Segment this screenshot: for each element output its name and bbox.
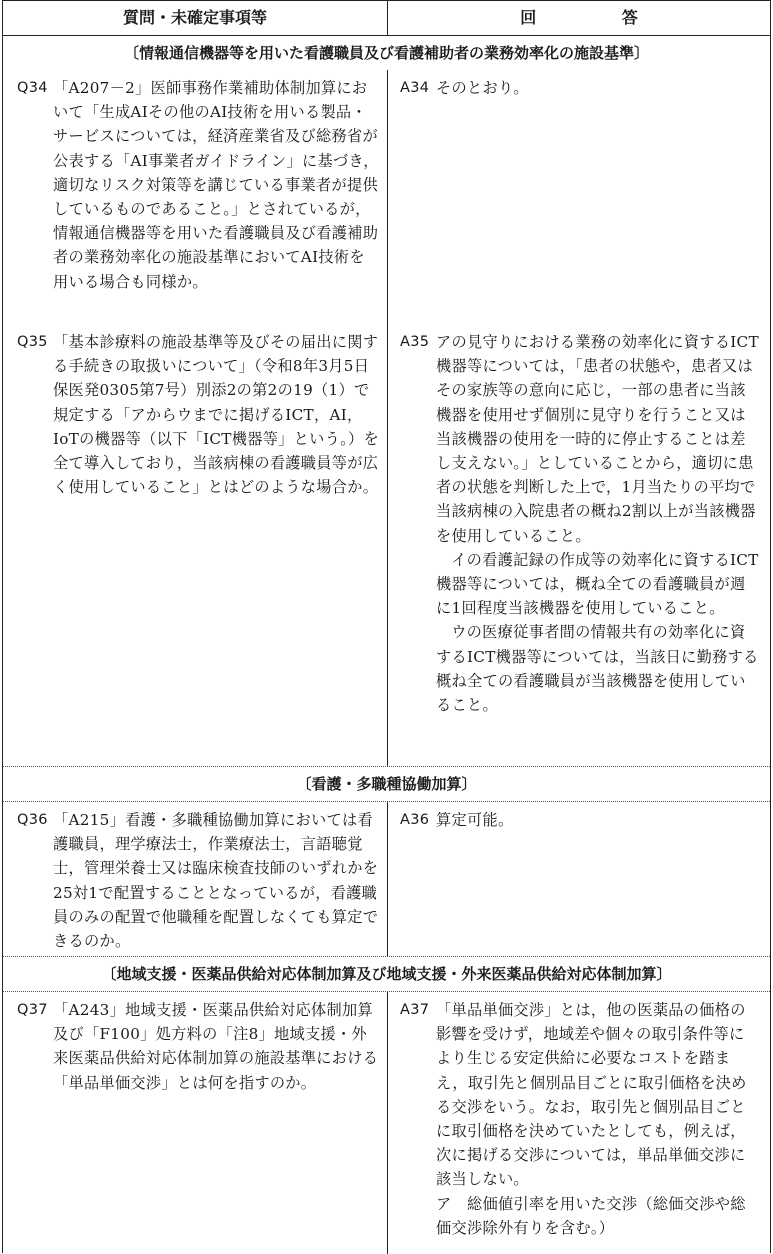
- question-text: 「A207－2」医師事務作業補助体制加算において「生成AIその他のAI技術を用いる製品・サービスについては，経済産業省及び総務省が公表する「AI事業者ガイドライン」に基づき，適切なリスク対策等を講じている事業者が提供しているものであること。」とされているが，情報通信機器等を用いた看護職員及び看護補助者の業務効率化の施設基準においてAI技術を用いる場合も同様か。: [53, 79, 379, 291]
- question-number: Q35: [17, 334, 48, 350]
- question-number: Q34: [17, 80, 48, 96]
- answer-cell: [388, 70, 770, 324]
- qa-row-37: [3, 992, 770, 1254]
- section-heading-pharma: 〔地域支援・医薬品供給対応体制加算及び地域支援・外来医薬品供給対応体制加算〕: [3, 956, 770, 992]
- answer-cell: [388, 992, 770, 1254]
- question-cell: [3, 992, 388, 1254]
- question-number: Q36: [17, 812, 48, 828]
- answer-paragraph-a: アの見守りにおける業務の効率化に資するICT機器等については，「患者の状態や，患者又はその家族等の意向に応じ，一部の患者に当該機器を使用せず個別に見守りを行うこと又は当該機器の使用を一時的に停止することは差し支えない。」としていることから，適切に患者の状態を判断した上で，1月当たりの平均で当該病棟の入院患者の概ね2割以上が当該機器を使用していること。: [436, 333, 759, 545]
- qa-row-36: [3, 802, 770, 956]
- answer-list-item: ア 総価値引率を用いた交渉（総価交渉や総価交渉除外有りを含む。）: [436, 1194, 746, 1237]
- answer-cell: [388, 324, 770, 766]
- answer-number: A37: [400, 1002, 430, 1018]
- answer-text: 算定可能。: [436, 811, 514, 829]
- table-header: [3, 0, 770, 36]
- answer-number: A36: [400, 812, 430, 828]
- question-cell: [3, 802, 388, 956]
- answer-number: A35: [400, 334, 430, 350]
- answer-cell: [388, 802, 770, 956]
- answer-text: 「単品単価交渉」とは，他の医薬品の価格の影響を受けず，地域差や個々の取引条件等により生じる安定供給に必要なコストを踏まえ，取引先と個別品目ごとに取引価格を決める交渉をいう。なお，取引先と個別品目ごとに取引価格を決めていたとしても，例えば，次に掲げる交渉については，単品単価交渉に該当しない。: [436, 1001, 747, 1189]
- question-column-header: 質問・未確定事項等: [3, 1, 388, 35]
- answer-paragraph-b: イの看護記録の作成等の効率化に資するICT機器等については，概ね全ての看護職員が週に1回程度当該機器を使用していること。: [436, 550, 759, 618]
- question-cell: [3, 324, 388, 766]
- answer-number: A34: [400, 80, 430, 96]
- question-text: 「基本診療料の施設基準等及びその届出に関する手続きの取扱いについて」（令和8年3月5日保医発0305第7号）別添2の第2の19（1）で規定する「アからウまでに掲げるICT，AI，IoTの機器等（以下「ICT機器等」という。）を全て導入しており，当該病棟の看護職員等が広く使用していること」とはどのような場合か。: [53, 333, 379, 497]
- qa-row-35: [3, 324, 770, 766]
- qa-row-34: [3, 70, 770, 324]
- answer-paragraph-c: ウの医療従事者間の情報共有の効率化に資するICT機器等については，当該日に勤務する概ね全ての看護職員が当該機器を使用していること。: [436, 623, 759, 715]
- question-text: 「A215」看護・多職種協働加算においては看護職員，理学療法士，作業療法士，言語聴覚士，管理栄養士又は臨床検査技師のいずれかを25対1で配置することとなっているが，看護職員のみの配置で他職種を配置しなくても算定できるのか。: [53, 811, 379, 951]
- qa-table: [2, 0, 771, 1253]
- question-number: Q37: [17, 1002, 48, 1018]
- answer-column-header: 回 答: [520, 8, 678, 27]
- question-text: 「A243」地域支援・医薬品供給対応体制加算及び「F100」処方料の「注8」地域支援・外来医薬品供給対応体制加算の施設基準における「単品単価交渉」とは何を指すのか。: [53, 1001, 379, 1092]
- section-heading-collab: 〔看護・多職種協働加算〕: [3, 766, 770, 802]
- answer-text: そのとおり。: [436, 79, 529, 97]
- question-cell: [3, 70, 388, 324]
- section-heading-ict: 〔情報通信機器等を用いた看護職員及び看護補助者の業務効率化の施設基準〕: [123, 44, 649, 62]
